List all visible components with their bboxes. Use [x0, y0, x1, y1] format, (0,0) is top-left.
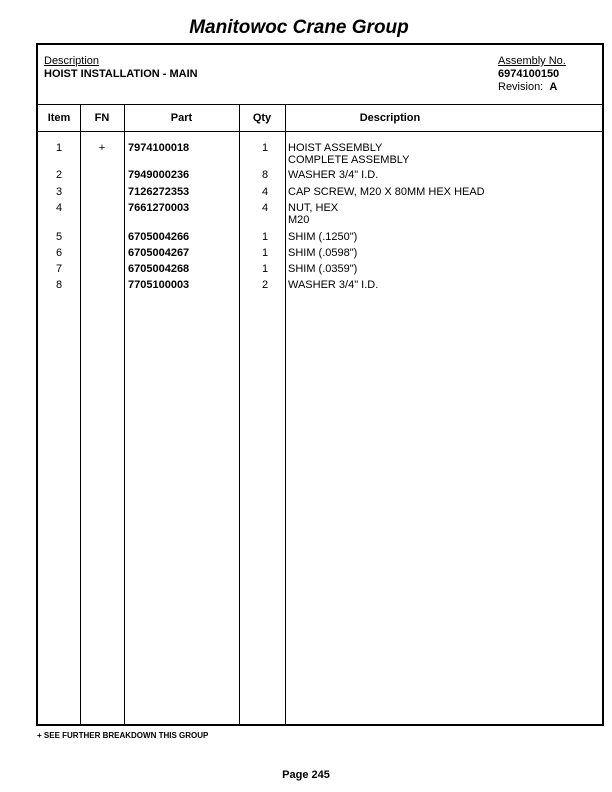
- column-header-item: Item: [47, 112, 71, 124]
- description-line: COMPLETE ASSEMBLY: [288, 154, 410, 166]
- column-divider: [239, 105, 240, 724]
- item-number: 2: [55, 169, 63, 181]
- quantity: 4: [261, 186, 269, 198]
- page-number: Page 245: [282, 769, 330, 781]
- description-line: M20: [288, 214, 310, 226]
- part-number: 6705004268: [128, 263, 190, 275]
- item-number: 5: [55, 231, 63, 243]
- column-header-part: Part: [170, 112, 193, 124]
- revision-value: A: [549, 81, 558, 93]
- assembly-block: [498, 55, 566, 94]
- part-description: [288, 142, 409, 166]
- part-description: [288, 202, 338, 226]
- part-number: 7126272353: [128, 186, 190, 198]
- assembly-label: Assembly No.: [498, 55, 566, 67]
- quantity: 1: [261, 247, 269, 259]
- part-description: WASHER 3/4" I.D.: [288, 279, 379, 291]
- assembly-number: 6974100150: [498, 68, 560, 80]
- part-description: SHIM (.0359"): [288, 263, 358, 275]
- fn-marker: +: [98, 142, 106, 154]
- quantity: 2: [261, 279, 269, 291]
- quantity: 4: [261, 202, 269, 214]
- column-header-fn: FN: [94, 112, 110, 124]
- part-number: 7661270003: [128, 202, 190, 214]
- part-number: 7705100003: [128, 279, 190, 291]
- item-number: 1: [55, 142, 63, 154]
- item-number: 6: [55, 247, 63, 259]
- description-block: [44, 55, 198, 81]
- quantity: 1: [261, 231, 269, 243]
- item-number: 7: [55, 263, 63, 275]
- part-description: WASHER 3/4" I.D.: [288, 169, 379, 181]
- item-number: 8: [55, 279, 63, 291]
- revision-label: Revision:: [498, 81, 544, 93]
- column-header-qty: Qty: [252, 112, 272, 124]
- quantity: 8: [261, 169, 269, 181]
- quantity: 1: [261, 263, 269, 275]
- part-number: 7974100018: [128, 142, 190, 154]
- table-header: [38, 105, 602, 132]
- part-number: 6705004267: [128, 247, 190, 259]
- column-divider: [80, 105, 81, 724]
- part-description: SHIM (.0598"): [288, 247, 358, 259]
- parts-list-frame: [36, 43, 604, 726]
- part-number: 7949000236: [128, 169, 190, 181]
- description-value: HOIST INSTALLATION - MAIN: [44, 68, 198, 80]
- part-description: SHIM (.1250"): [288, 231, 358, 243]
- description-line: HOIST ASSEMBLY: [288, 142, 383, 154]
- column-divider: [124, 105, 125, 724]
- description-line: NUT, HEX: [288, 202, 339, 214]
- part-number: 6705004266: [128, 231, 190, 243]
- assembly-header: [38, 45, 602, 105]
- revision-line: [498, 81, 566, 94]
- item-number: 4: [55, 202, 63, 214]
- item-number: 3: [55, 186, 63, 198]
- column-header-description: Description: [359, 112, 421, 124]
- footnote: + SEE FURTHER BREAKDOWN THIS GROUP: [37, 731, 209, 740]
- quantity: 1: [261, 142, 269, 154]
- part-description: CAP SCREW, M20 X 80MM HEX HEAD: [288, 186, 485, 198]
- page-title: Manitowoc Crane Group: [189, 17, 409, 38]
- description-label: Description: [44, 55, 100, 67]
